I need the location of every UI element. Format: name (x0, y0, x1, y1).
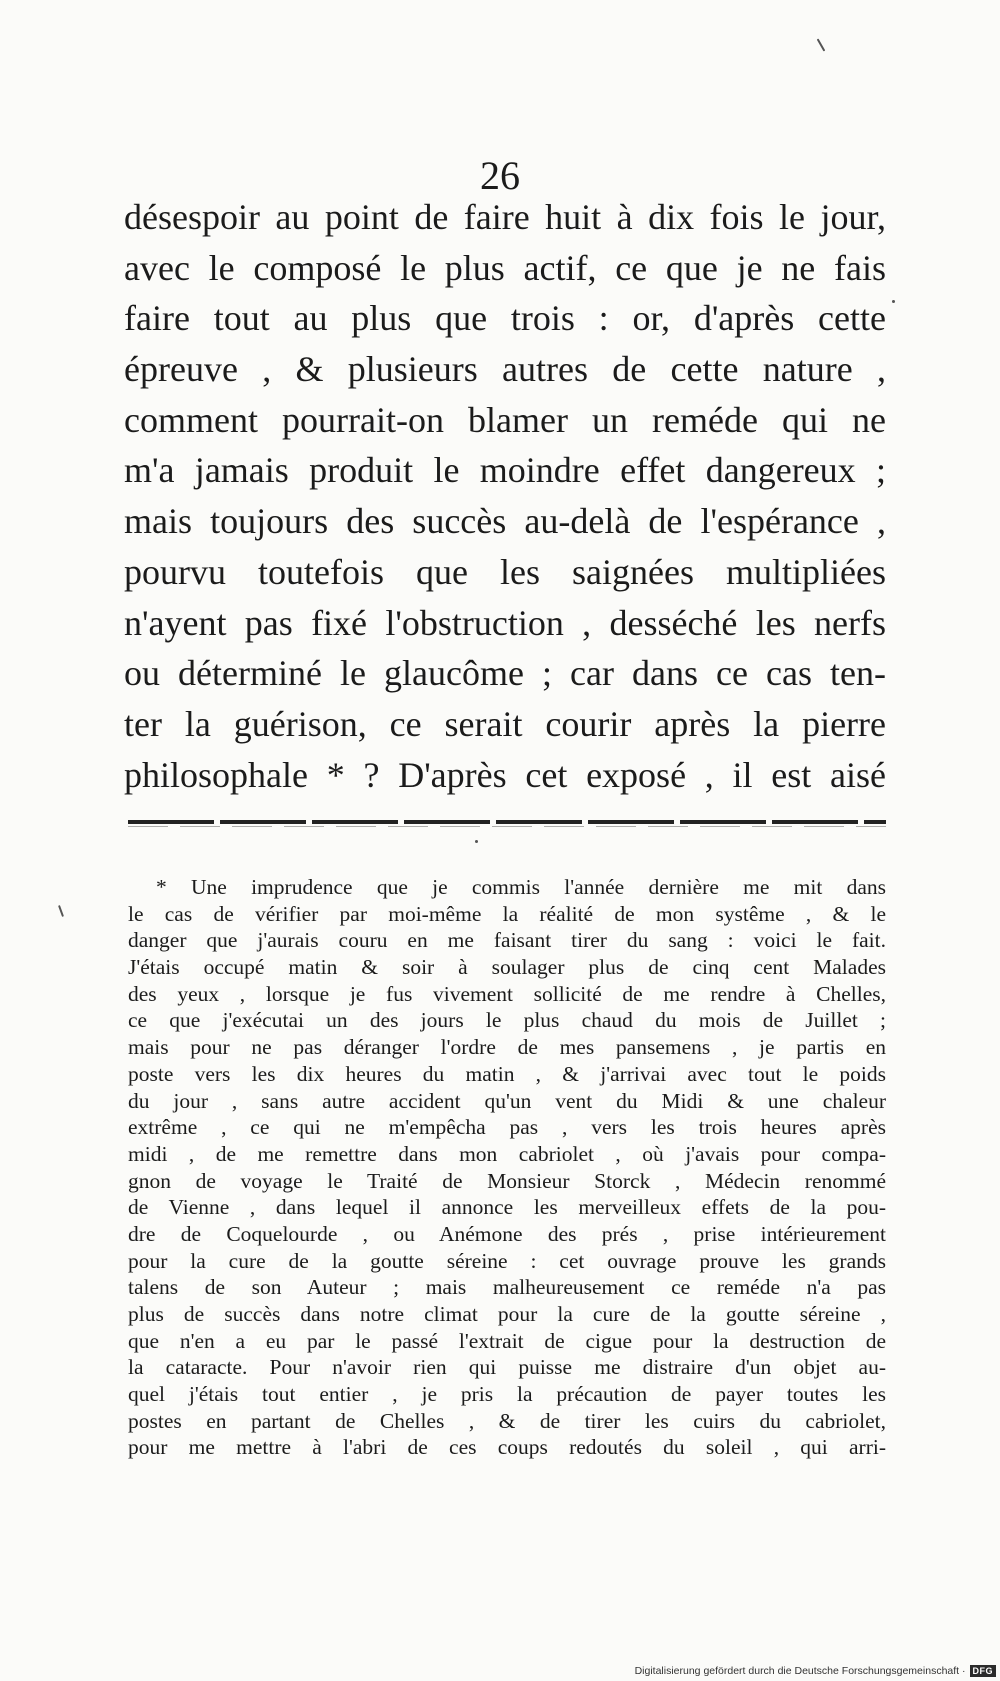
footnote-line: dre de Coquelourde , ou Anémone des prés , prise intérieurement (128, 1221, 886, 1246)
main-text-block (124, 192, 886, 800)
footnote-line: de Vienne , dans lequel il annonce les merveilleux effets de la pou- (128, 1195, 886, 1220)
footnote-line: gnon de voyage le Traité de Monsieur Storck , Médecin renommé (128, 1168, 886, 1193)
footnote-separator-rule-shadow (128, 826, 886, 827)
footnote-line: mais pour ne pas déranger l'ordre de mes pansemens , je partis en (128, 1035, 886, 1060)
footnote-line: la cataracte. Pour n'avoir rien qui puisse me distraire d'un objet au- (128, 1355, 886, 1380)
page-number: 26 (480, 153, 520, 198)
footnote-line: que n'en a eu par le passé l'extrait de cigue pour la destruction de (128, 1328, 886, 1353)
digitization-notice-text: Digitalisierung gefördert durch die Deutsche Forschungsgemeinschaft · (634, 1665, 966, 1677)
scan-speck (892, 300, 895, 303)
footnote-line: J'étais occupé matin & soir à soulager plus de cinq cent Malades (128, 955, 886, 980)
footnote-line: du jour , sans autre accident qu'un vent du Midi & une chaleur (128, 1088, 886, 1113)
footnote-line: danger que j'aurais couru en me faisant tirer du sang : voici le fait. (128, 928, 886, 953)
footnote-line: * Une imprudence que je commis l'année dernière me mit dans (156, 875, 886, 899)
main-text-line: désespoir au point de faire huit à dix fois le jour, (124, 197, 886, 237)
dfg-logo: DFG (970, 1665, 997, 1677)
footnote-line: pour la cure de la goutte séreine : cet ouvrage prouve les grands (128, 1248, 886, 1273)
footnote-line: le cas de vérifier par moi-même la réalité de mon systême , & le (128, 901, 886, 926)
main-text-line: faire tout au plus que trois : or, d'après cette (124, 298, 886, 339)
footnote-line: pour me mettre à l'abri de ces coups redoutés du soleil , qui arri- (128, 1435, 886, 1460)
main-text-line: épreuve , & plusieurs autres de cette nature , (124, 349, 886, 390)
footnote-line: quel j'étais tout entier , je pris la précaution de payer toutes les (128, 1382, 886, 1407)
footnote-line: talens de son Auteur ; mais malheureusement ce reméde n'a pas (128, 1275, 886, 1300)
main-text-line: avec le composé le plus actif, ce que je ne fais (124, 247, 886, 288)
main-text-line: comment pourrait-on blamer un reméde qui ne (124, 399, 886, 440)
footnote-line: plus de succès dans notre climat pour la cure de la goutte séreine , (128, 1302, 886, 1326)
main-text-line: ou déterminé le glaucôme ; car dans ce cas ten- (124, 653, 886, 694)
footnote-block (128, 874, 886, 1461)
footnote-separator-rule (128, 820, 886, 824)
footnote-line: midi , de me remettre dans mon cabriolet , où j'avais pour compa- (128, 1141, 886, 1166)
footnote-line: extrême , ce qui ne m'empêcha pas , vers les trois heures après (128, 1115, 886, 1140)
digitization-notice (635, 1665, 996, 1677)
main-text-line: n'ayent pas fixé l'obstruction , desséché les nerfs (124, 602, 886, 643)
main-text-line: philosophale * ? D'après cet exposé , il est aisé (124, 754, 886, 795)
main-text-line: m'a jamais produit le moindre effet dangereux ; (124, 450, 886, 491)
scan-speck (58, 905, 64, 917)
main-text-line: mais toujours des succès au-delà de l'espérance , (124, 501, 886, 542)
footnote-line: ce que j'exécutai un des jours le plus chaud du mois de Juillet ; (128, 1008, 886, 1033)
footnote-line: postes en partant de Chelles , & de tirer les cuirs du cabriolet, (128, 1408, 886, 1433)
main-text-line: ter la guérison, ce serait courir après la pierre (124, 703, 886, 744)
main-text-line: pourvu toutefois que les saignées multipliées (124, 551, 886, 592)
scan-speck (817, 38, 826, 51)
footnote-line: des yeux , lorsque je fus vivement sollicité de me rendre à Chelles, (128, 981, 886, 1006)
scan-speck (475, 840, 478, 843)
footnote-line: poste vers les dix heures du matin , & j'arrivai avec tout le poids (128, 1061, 886, 1086)
